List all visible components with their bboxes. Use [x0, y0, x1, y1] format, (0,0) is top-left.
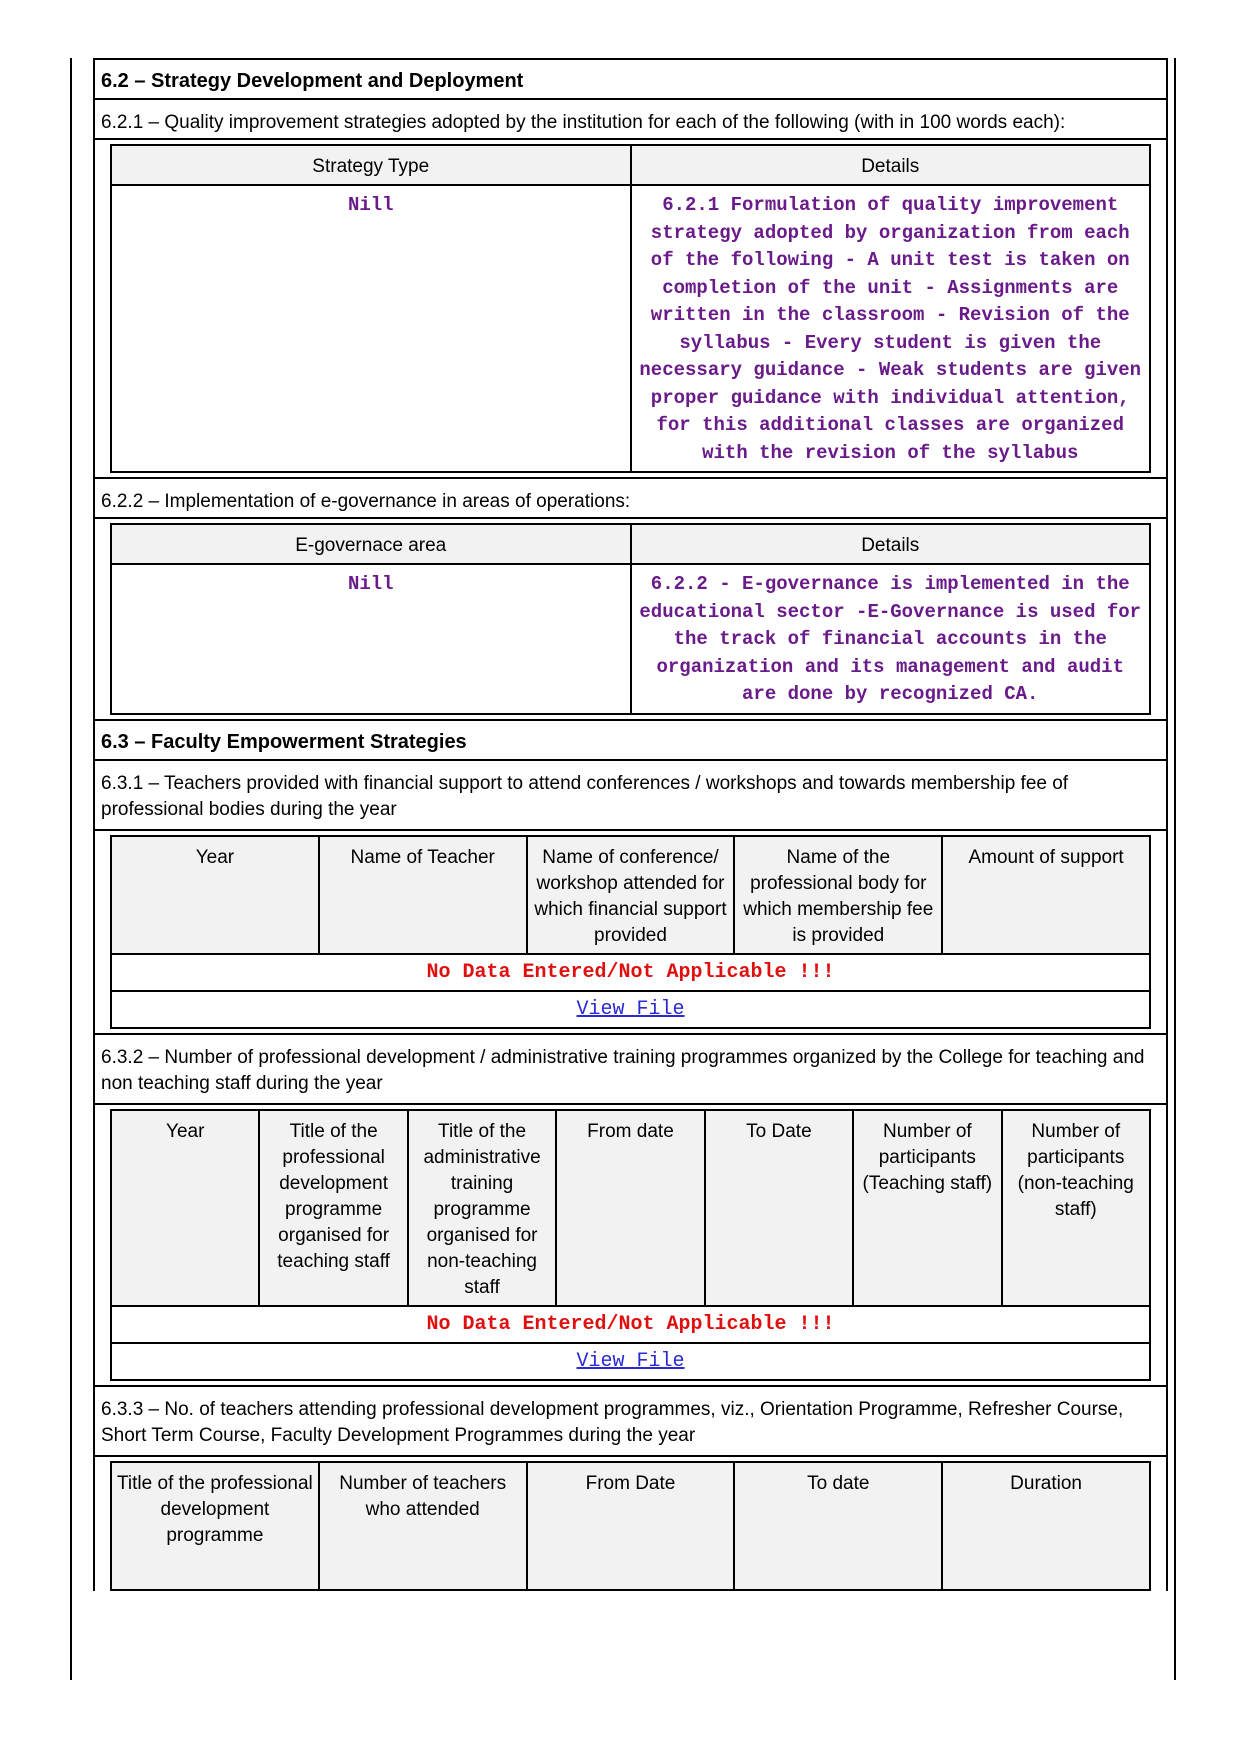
table-row: [111, 564, 1150, 714]
col-duration: Duration: [942, 1462, 1150, 1590]
col-from-date: From date: [556, 1110, 704, 1306]
question-6-3-1: 6.3.1 – Teachers provided with financial support to attend conferences / workshops and towards membership fee of professional bodies during the year: [95, 761, 1166, 831]
col-programme-title: Title of the professional development programme: [111, 1462, 319, 1590]
left-margin-rule: [70, 58, 72, 1680]
question-6-2-2: 6.2.2 – Implementation of e-governance in areas of operations:: [95, 479, 1166, 519]
col-teaching-programme-title: Title of the professional development programme organised for teaching staff: [259, 1110, 407, 1306]
col-to-date: To date: [734, 1462, 942, 1590]
table-6-3-1-wrap: [95, 831, 1166, 1035]
table-6-3-2-wrap: [95, 1105, 1166, 1387]
strategy-type-value: Nill: [111, 185, 631, 472]
table-row: [111, 185, 1150, 472]
report-frame: [93, 58, 1168, 1591]
table-6-3-3-wrap: [95, 1457, 1166, 1591]
no-data-message: No Data Entered/Not Applicable !!!: [111, 1306, 1150, 1343]
col-admin-programme-title: Title of the administrative training programme organised for non-teaching staff: [408, 1110, 556, 1306]
col-details: Details: [631, 145, 1151, 185]
table-6-2-1-wrap: [95, 140, 1166, 479]
col-year: Year: [111, 836, 319, 954]
section-heading-6-3: 6.3 – Faculty Empowerment Strategies: [95, 721, 1166, 761]
col-from-date: From Date: [527, 1462, 735, 1590]
col-number-of-teachers: Number of teachers who attended: [319, 1462, 527, 1590]
table-6-2-2: [110, 523, 1151, 715]
no-data-message: No Data Entered/Not Applicable !!!: [111, 954, 1150, 991]
egovernance-area-value: Nill: [111, 564, 631, 714]
egovernance-details-value: 6.2.2 - E-governance is implemented in the educational sector -E-Governance is used for the track of financial accounts in the organization and its management and audit are done by recognized CA.: [631, 564, 1151, 714]
question-6-2-1: 6.2.1 – Quality improvement strategies adopted by the institution for each of the following (with in 100 words each):: [95, 100, 1166, 140]
question-6-3-3: 6.3.3 – No. of teachers attending professional development programmes, viz., Orientation Programme, Refresher Course, Short Term Course, Faculty Development Programmes during the year: [95, 1387, 1166, 1457]
table-6-3-2: [110, 1109, 1151, 1381]
col-year: Year: [111, 1110, 259, 1306]
view-file-link[interactable]: View File: [111, 1343, 1150, 1380]
col-professional-body: Name of the professional body for which membership fee is provided: [734, 836, 942, 954]
col-participants-teaching: Number of participants (Teaching staff): [853, 1110, 1001, 1306]
table-6-3-3: [110, 1461, 1151, 1591]
col-participants-non-teaching: Number of participants (non-teaching staff): [1002, 1110, 1150, 1306]
col-amount-of-support: Amount of support: [942, 836, 1150, 954]
view-file-link[interactable]: View File: [111, 991, 1150, 1028]
right-margin-rule: [1174, 58, 1176, 1680]
section-heading-6-2: 6.2 – Strategy Development and Deployment: [95, 60, 1166, 100]
col-to-date: To Date: [705, 1110, 853, 1306]
col-details: Details: [631, 524, 1151, 564]
table-6-2-2-wrap: [95, 519, 1166, 721]
col-egovernance-area: E-governace area: [111, 524, 631, 564]
table-6-2-1: [110, 144, 1151, 473]
question-6-3-2: 6.3.2 – Number of professional development / administrative training programmes organized by the College for teaching and non teaching staff during the year: [95, 1035, 1166, 1105]
table-6-3-1: [110, 835, 1151, 1029]
col-strategy-type: Strategy Type: [111, 145, 631, 185]
col-conference-name: Name of conference/ workshop attended for which financial support provided: [527, 836, 735, 954]
strategy-details-value: 6.2.1 Formulation of quality improvement strategy adopted by organization from each of the following - A unit test is taken on completion of the unit - Assignments are written in the classroom - Revision of the syllabus - Every student is given the necessary guidance - Weak students are given proper guidance with individual attention, for this additional classes are organized with the revision of the syllabus: [631, 185, 1151, 472]
col-name-of-teacher: Name of Teacher: [319, 836, 527, 954]
